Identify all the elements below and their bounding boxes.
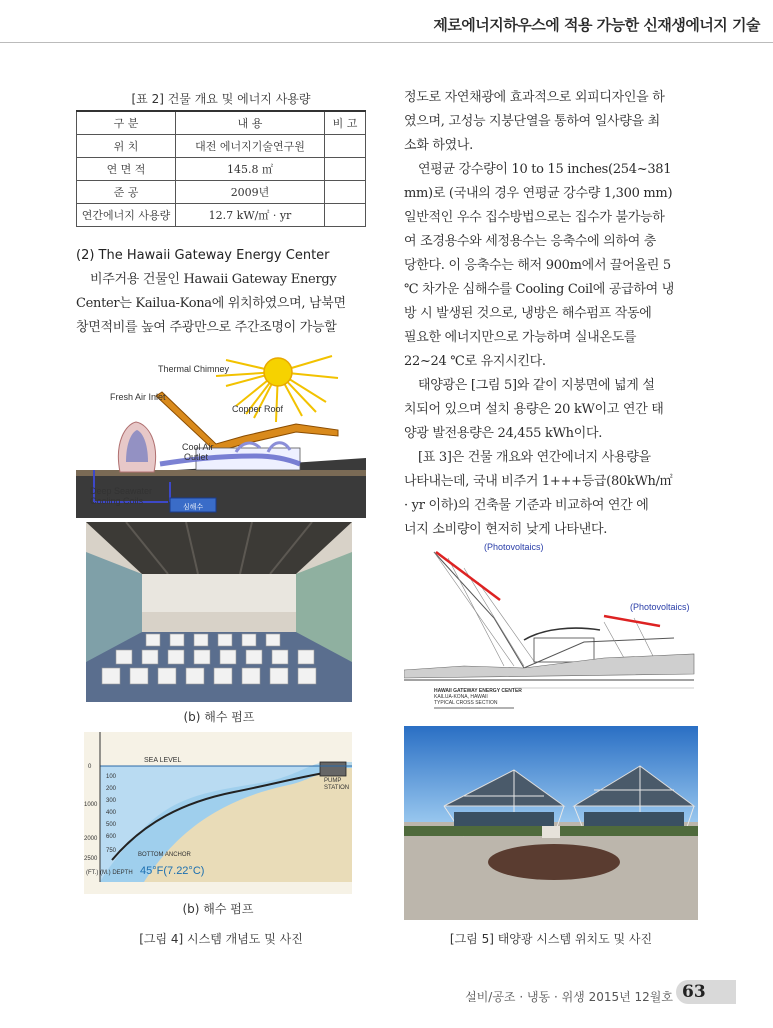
system-concept-diagram [76,352,366,518]
diagram-label: Copper Roof [232,404,284,414]
interior-photo [86,522,352,702]
pv-cross-section [404,538,698,718]
right-body-text [404,86,696,542]
text-line: 방 시 발생된 것으로, 냉방은 해수펌프 작동에 [404,306,652,321]
text-line: 였으며, 고성능 지붕단열을 통하여 일사량을 최 [404,114,660,129]
drawing-subtitle: TYPICAL CROSS SECTION [434,700,498,706]
table-row [77,158,366,181]
text-line: · yr 이하)의 건축물 기준과 비교하여 연간 에 [404,498,649,513]
figure5-caption: [그림 5] 태양광 시스템 위치도 및 사진 [449,932,653,946]
text-line: 창면적비를 높여 주광만으로 주간조명이 가능할 [76,320,337,335]
depth-m-tick: 500 [106,822,117,828]
text-line: 태양광은 [그림 5]와 같이 지붕면에 넓게 설 [418,378,655,393]
text-line: mm)로 (국내의 경우 연평균 강수량 1,300 mm) [404,186,673,201]
depth-ft-tick: 0 [88,764,92,770]
depth-m-tick: 400 [106,810,117,816]
table-cell: 준 공 [77,181,176,204]
seawater-temp-label: 45°F(7.22°C) [140,865,205,877]
diagram-label: Deep Seawater [90,486,153,496]
depth-m-tick: 200 [106,786,117,792]
figure4-caption: [그림 4] 시스템 개념도 및 사진 [139,932,303,946]
table-row [77,181,366,204]
text-line: 여 조경용수와 세정용수는 응축수에 의하여 충 [404,234,657,249]
table-header-cell: 구 분 [77,111,176,135]
depth-m-tick: 300 [106,798,117,804]
table-cell [325,158,366,181]
building-photo [404,726,698,920]
text-line: [표 3]은 건물 개요와 연간에너지 사용량을 [418,450,651,465]
table-cell [325,135,366,158]
table-cell: 2009년 [176,181,325,204]
pv-label: (Photovoltaics) [484,542,544,552]
text-line: Center는 Kailua-Kona에 위치하였으며, 남북면 [76,296,346,311]
table-row [77,135,366,158]
tank-label: 심해수 [182,503,204,511]
table-header-row [77,111,366,135]
depth-m-tick: 100 [106,774,117,780]
table-header-cell: 내 용 [176,111,325,135]
text-line: 당한다. 이 응축수는 해저 900m에서 끌어올린 5 [404,258,671,273]
table-header-cell: 비 고 [325,111,366,135]
depth-axis-label: (FT.) (M.) DEPTH [86,870,133,876]
text-line: 일반적인 우수 집수방법으로는 집수가 불가능하 [404,210,665,225]
photo-caption: (b) 해수 펌프 [183,710,255,724]
text-line: 치되어 있으며 설치 용량은 20 kW이고 연간 태 [404,402,664,417]
sea-level-label: SEA LEVEL [144,757,182,764]
section-title: (2) The Hawaii Gateway Energy Center [76,248,330,263]
text-line: 너지 소비량이 현저히 낮게 나타낸다. [404,522,608,537]
table-cell: 대전 에너지기술연구원 [176,135,325,158]
table-cell [325,204,366,227]
table-cell: 위 치 [77,135,176,158]
bottom-anchor-label: BOTTOM ANCHOR [138,852,191,858]
text-line: 연평균 강수량이 10 to 15 inches(254~381 [418,162,672,177]
diagram-label: Cooling Coils [90,496,144,506]
pump-station-label: STATION [324,785,350,791]
drawing-subtitle: KAILUA-KONA, HAWAII [434,694,488,700]
depth-m-tick: 750 [106,848,117,854]
table-cell: 연간에너지 사용량 [77,204,176,227]
table-cell: 연 면 적 [77,158,176,181]
text-line: 나타내는데, 국내 비주거 1+++등급(80kWh/㎡ [404,474,673,489]
table2-caption: [표 2] 건물 개요 및 에너지 사용량 [131,92,311,106]
depth-ft-tick: 2000 [84,836,98,842]
depth-m-tick: 600 [106,834,117,840]
text-line: 22~24 ℃로 유지시킨다. [404,354,546,369]
page-number: 63 [682,982,706,1002]
table-row [77,204,366,227]
table-cell [325,181,366,204]
drawing-title: HAWAII GATEWAY ENERGY CENTER [434,688,522,694]
text-line: ℃ 차가운 심해수를 Cooling Coil에 공급하여 냉 [404,282,674,297]
table-cell: 12.7 kW/㎡ · yr [176,204,325,227]
header-divider [0,42,773,43]
diagram-label: Cool Air [182,442,214,452]
diagram-label: Outlet [184,452,209,462]
depth-ft-tick: 1000 [84,802,98,808]
diagram-label: Thermal Chimney [158,364,230,374]
left-body-text [76,268,366,340]
text-line: 필요한 에너지만으로 가능하며 실내온도를 [404,330,637,345]
running-header: 제로에너지하우스에 적용 가능한 신재생에너지 기술 [433,16,760,34]
table-cell: 145.8 ㎡ [176,158,325,181]
pump-station-label: PUMP [324,778,342,784]
footer-text: 설비/공조 · 냉동 · 위생 2015년 12월호 [465,990,673,1004]
table2 [76,110,366,227]
seawater-pump-diagram [84,732,352,894]
text-line: 양광 발전용량은 24,455 kWh이다. [404,426,603,441]
text-line: 정도로 자연채광에 효과적으로 외피디자인을 하 [404,90,665,105]
pump-caption: (b) 해수 펌프 [182,902,254,916]
diagram-label: Fresh Air Inlet [110,392,166,402]
depth-ft-tick: 2500 [84,856,98,862]
pv-label: (Photovoltaics) [630,602,690,612]
text-line: 소화 하였나. [404,138,473,153]
text-line: 비주거용 건물인 Hawaii Gateway Energy [90,272,337,287]
